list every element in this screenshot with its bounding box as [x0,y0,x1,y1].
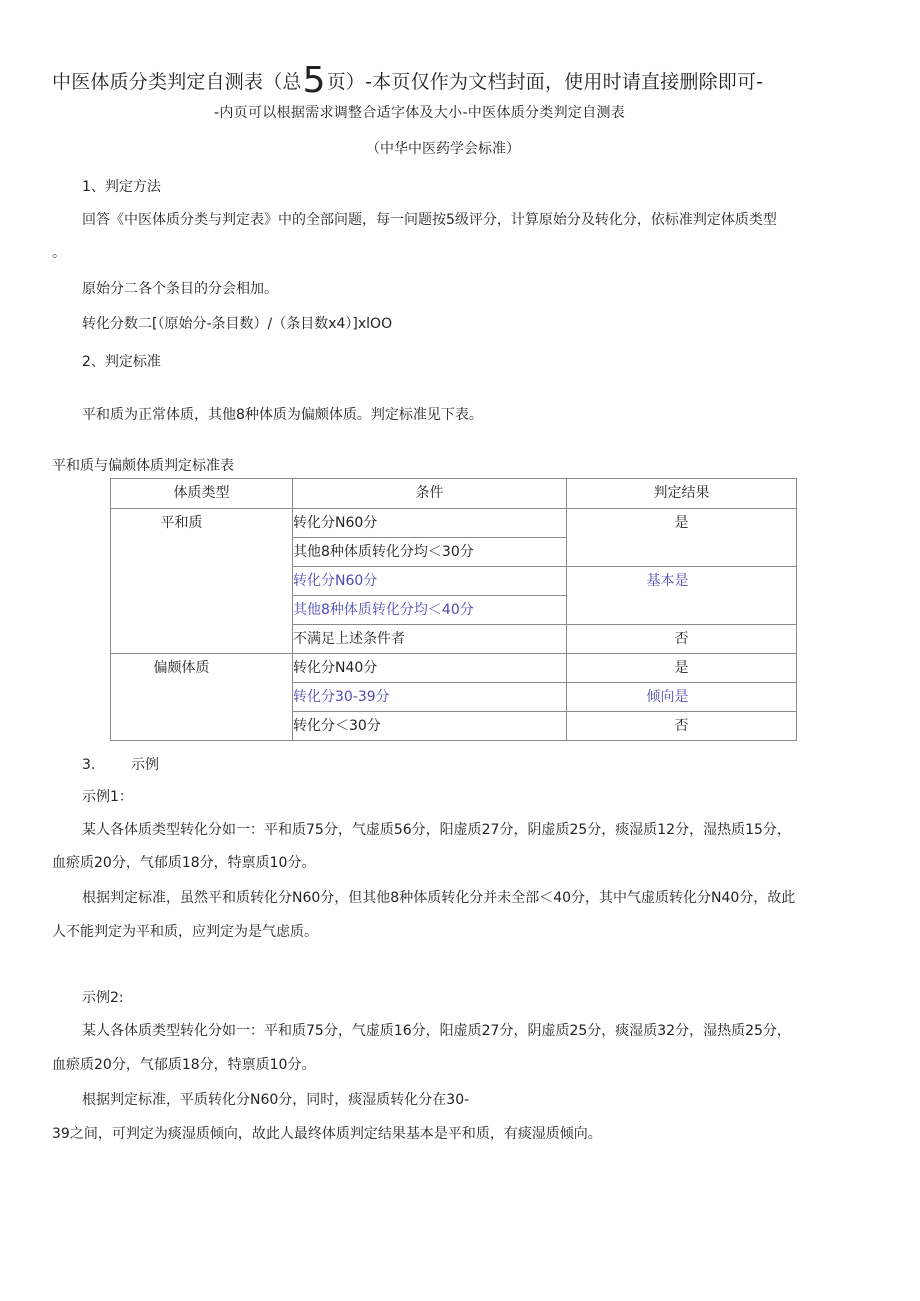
balanced-no-cond: 不满足上述条件者 [293,625,567,654]
standard-source: （中华中医药学会标准） [366,141,520,157]
criteria-text: 平和质为正常体质，其他8种体质为偏颇体质。判定标准见下表。 [82,407,483,423]
type-biased: 偏颇体质 [111,654,293,741]
example1-line2: 血瘀质20分，气郁质18分，特禀质10分。 [52,855,316,871]
table-caption: 平和质与偏颇体质判定标准表 [52,458,234,474]
header-condition: 条件 [293,479,567,509]
title-page-count: 5 [302,60,326,101]
type-balanced: 平和质 [111,509,293,654]
example1-line1: 某人各体质类型转化分如一：平和质75分，气虚质56分，阳虚质27分，阴虚质25分，痰湿质12分，湿热质15分， [82,822,791,838]
biased-tend-result: 倾向是 [567,683,797,712]
biased-no-cond: 转化分＜30分 [293,712,567,741]
example2-judgement-line1: 根据判定标准，平质转化分N60分，同时，痰湿质转化分在30- [82,1092,470,1108]
biased-no-result: 否 [567,712,797,741]
document-title [52,56,764,101]
header-result: 判定结果 [567,479,797,509]
balanced-basic-cond-1: 转化分N60分 [293,567,567,596]
method-heading: 1、判定方法 [82,179,161,195]
title-suffix: 页）-本页仅作为文档封面，使用时请直接删除即可- [326,71,764,93]
table-row [111,509,797,538]
example1-label: 示例1： [82,789,133,805]
title-prefix: 中医体质分类判定自测表（总 [52,71,302,93]
example2-judgement-line2: 39之间，可判定为痰湿质倾向，故此人最终体质判定结果基本是平和质，有痰湿质倾向。 [52,1126,602,1142]
example1-judgement-line1: 根据判定标准，虽然平和质转化分N60分，但其他8种体质转化分并未全部＜40分，其中气虚质转化分N40分，故此 [82,890,796,906]
examples-heading-text: 示例 [131,757,159,773]
document-subtitle: -内页可以根据需求调整合适字体及大小-中医体质分类判定自测表 [214,105,626,121]
biased-tend-cond: 转化分30-39分 [293,683,567,712]
biased-yes-cond: 转化分N40分 [293,654,567,683]
table-row [111,654,797,683]
balanced-yes-result: 是 [567,509,797,567]
balanced-yes-cond-2: 其他8种体质转化分均＜30分 [293,538,567,567]
balanced-basic-result: 基本是 [567,567,797,625]
balanced-no-result: 否 [567,625,797,654]
example2-label: 示例2: [82,990,124,1006]
header-type: 体质类型 [111,479,293,509]
criteria-table [110,478,797,741]
example2-line1: 某人各体质类型转化分如一：平和质75分，气虚质16分，阳虚质27分，阴虚质25分，痰湿质32分，湿热质25分， [82,1023,791,1039]
method-text-line2: 。 [52,245,66,261]
example2-line2: 血瘀质20分，气郁质18分，特禀质10分。 [52,1057,316,1073]
raw-score-formula: 原始分二各个条目的分会相加。 [82,281,278,297]
example1-judgement-line2: 人不能判定为平和质，应判定为是气虑质。 [52,924,318,940]
balanced-yes-cond-1: 转化分N60分 [293,509,567,538]
biased-yes-result: 是 [567,654,797,683]
balanced-basic-cond-2: 其他8种体质转化分均＜40分 [293,596,567,625]
converted-score-formula: 转化分数二[（原始分-条目数）/（条目数x4）]xlOO [82,316,393,332]
table-header-row [111,479,797,509]
method-text-line1: 回答《中医体质分类与判定表》中的全部问题，每一问题按5级评分，计算原始分及转化分，依标准判定体质类型 [82,212,777,228]
examples-heading-number: 3. [82,757,96,773]
criteria-heading: 2、判定标准 [82,354,161,370]
